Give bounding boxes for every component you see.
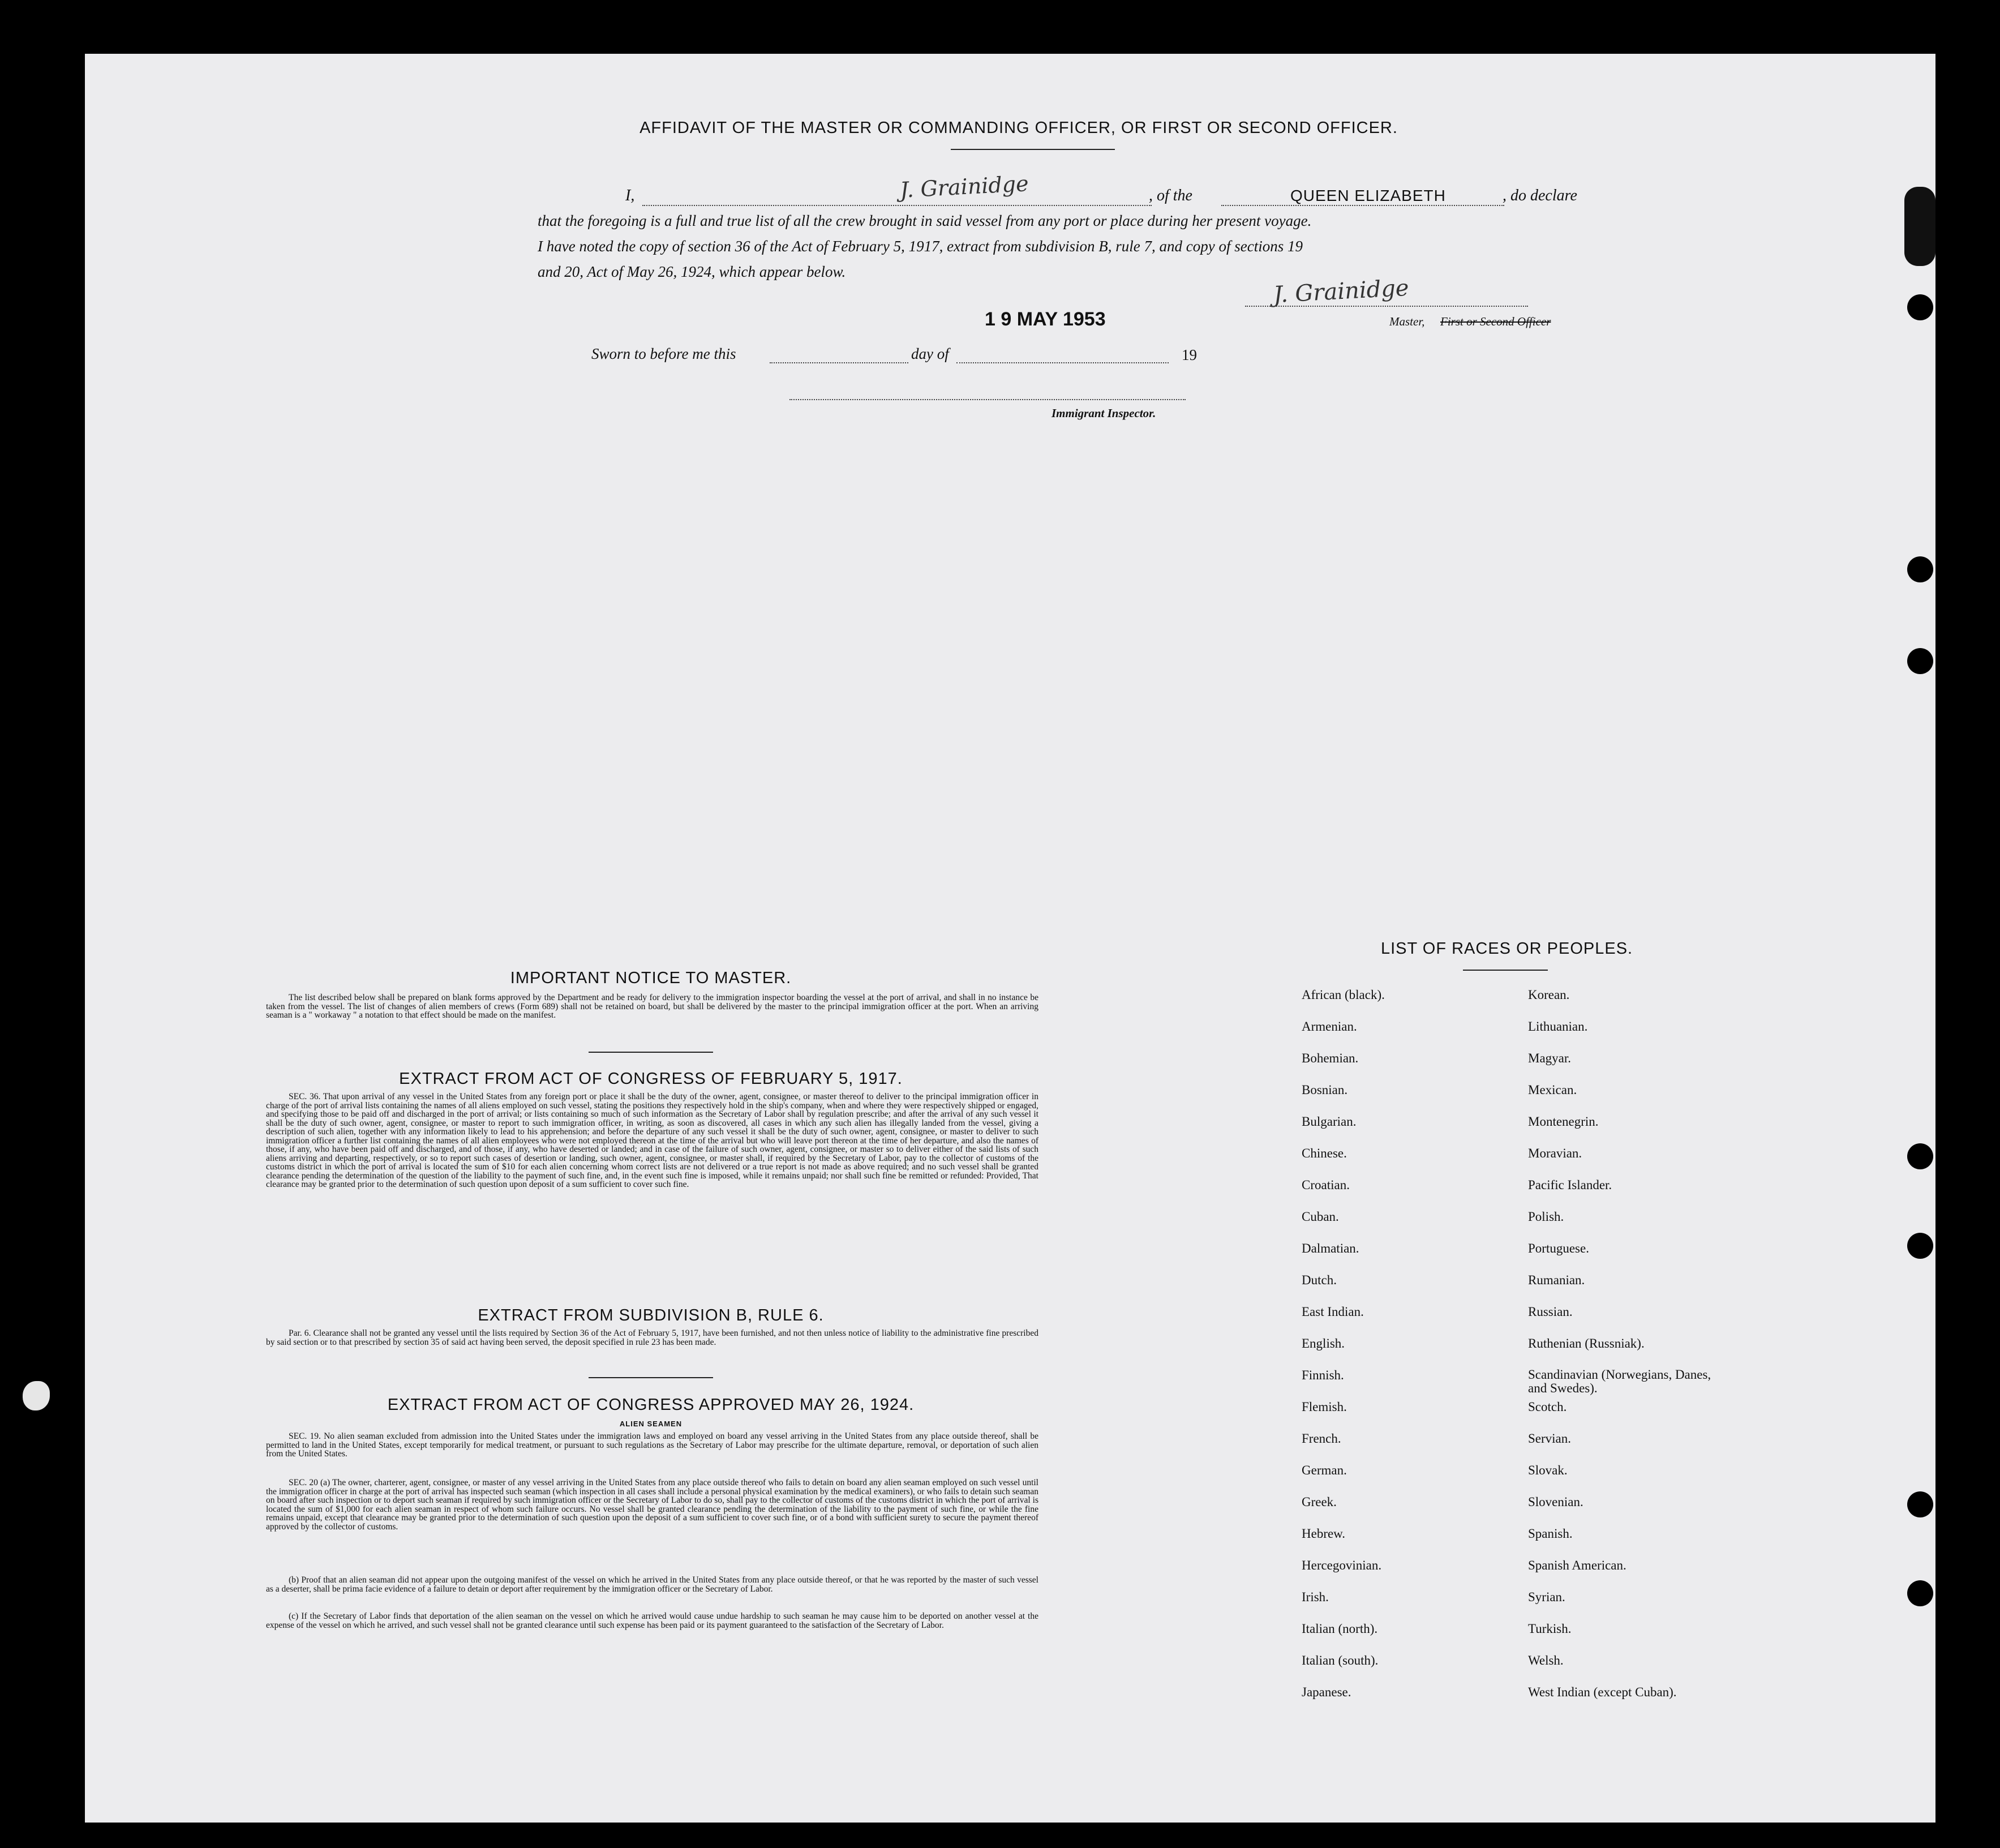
race-item: Ruthenian (Russniak).: [1528, 1336, 1645, 1350]
act-1924-sec-20c: (c) If the Secretary of Labor finds that deportation of the alien seaman on the vessel on which he arrived would cause undue hardship to such seaman he may cause him to be deported on another vessel at the expense of the vessel on which he arrived, and such vessel shall not be granted clearance until such expense has been paid or its payment guaranteed to the satisfaction of the Secretary of Labor.: [266, 1611, 1038, 1630]
race-item: Scandinavian (Norwegians, Danes, and Swedes).: [1528, 1367, 1711, 1395]
i-label: I,: [625, 187, 635, 204]
race-item: Dalmatian.: [1302, 1241, 1359, 1255]
race-item: Dutch.: [1302, 1273, 1337, 1287]
do-declare-label: , do declare: [1503, 187, 1577, 204]
punch-hole: [1907, 1233, 1933, 1259]
race-item: Servian.: [1528, 1431, 1572, 1446]
race-item: Bosnian.: [1302, 1083, 1348, 1097]
act-1924-sec-20b: (b) Proof that an alien seaman did not appear upon the outgoing manifest of the vessel on which he arrived in the United States from any place outside thereof, or that he was reported by the master of such vessel as a deserter, shall be prima facie evidence of a failure to detain or deport after requirement by the immigration officer or the Secretary of Labor.: [266, 1575, 1038, 1594]
race-item: Scotch.: [1528, 1400, 1567, 1414]
edge-tear-mark: [23, 1381, 50, 1410]
race-item: Slovenian.: [1528, 1495, 1583, 1509]
race-item: Slovak.: [1528, 1463, 1568, 1477]
race-item: Rumanian.: [1528, 1273, 1585, 1287]
race-item: Irish.: [1302, 1590, 1329, 1604]
race-item: Syrian.: [1528, 1590, 1565, 1604]
master-signature: J. Grainidge: [1272, 275, 1410, 308]
race-item: Welsh.: [1528, 1653, 1564, 1667]
race-item: Lithuanian.: [1528, 1019, 1588, 1034]
races-underline: [1463, 970, 1548, 971]
race-item: Greek.: [1302, 1495, 1337, 1509]
race-item: Chinese.: [1302, 1146, 1347, 1160]
inspector-line: [789, 399, 1186, 400]
act-1917-body: SEC. 36. That upon arrival of any vessel in the United States from any foreign port or place it shall be the duty of the owner, agent, consignee, or master thereof to deliver to the principal immigration officer in charge of the port of arrival lists containing the names of all aliens employed on such vessel, stating the positions they respectively hold in the ship's company, when and where they were respectively shipped or engaged, and specifying those to be paid off and discharged in the port of arrival; or lists containing so much of such information as the Secretary of Labor shall by regulation prescribe; and after the arrival of any such vessel it shall be the duty of such owner, agent, consignee, or master to report to such immigration officer, in writing, as soon as discovered, all cases in which any such alien has illegally landed from the vessel, giving a description of such alien, together with any information likely to lead to his apprehension; and before the departure of any such vessel it shall be the duty of such owner, agent, consignee, or master to deliver to such immigration officer a further list containing the names of all alien employees who were not employed thereon at the time of the arrival but who will leave port thereon at the time of her departure, and also the names of those, if any, who have been paid off and discharged, and of those, if any, who have deserted or landed; and in case of the failure of such owner, agent, consignee, or master so to deliver either of the said lists of such aliens arriving and departing, respectively, or so to report such cases of desertion or landing, such owner, agent, consignee, or master shall, if required by the Secretary of Labor, pay to the collector of customs of the customs district in which the port of arrival is located the sum of $10 for each alien concerning whom correct lists are not delivered or a true report is not made as above required; and no such vessel shall be granted clearance pending the determination of the question of the liability to the payment of such fine, and, in the event such fine is imposed, while it remains unpaid; nor shall such fine be remitted or refunded: Provided, That clearance may be granted prior to the determination of such question upon deposit of a sum sufficient to cover such fine.: [266, 1092, 1038, 1189]
act-1924-title: EXTRACT FROM ACT OF CONGRESS APPROVED MAY 26, 1924.: [387, 1396, 915, 1414]
race-item: French.: [1302, 1431, 1341, 1446]
race-item: West Indian (except Cuban).: [1528, 1685, 1677, 1699]
race-item: African (black).: [1302, 988, 1385, 1002]
race-item: Pacific Islander.: [1528, 1178, 1612, 1192]
races-title: LIST OF RACES OR PEOPLES.: [1381, 940, 1633, 958]
race-item: Montenegrin.: [1528, 1114, 1599, 1129]
race-item: Korean.: [1528, 988, 1570, 1002]
race-item: Magyar.: [1528, 1051, 1572, 1065]
vessel-line: [1221, 205, 1504, 206]
race-item: Spanish American.: [1528, 1558, 1626, 1572]
race-item: Turkish.: [1528, 1622, 1572, 1636]
rule-6-body: Par. 6. Clearance shall not be granted any vessel until the lists required by Section 36 of the Act of February 5, 1917, have been furnished, and not then unless notice of liability to the administrative fine prescribed by said section or to that prescribed by section 35 of said act having been served, the deposit specified in rule 23 has been made.: [266, 1328, 1038, 1347]
race-item: Russian.: [1528, 1305, 1573, 1319]
rule-6-title: EXTRACT FROM SUBDIVISION B, RULE 6.: [478, 1306, 824, 1324]
act-1924-sec-20a: SEC. 20 (a) The owner, charterer, agent, consignee, or master of any vessel arriving in the United States from any place outside thereof who fails to detain on board any alien seaman employed on such vessel until the immigration officer in charge at the port of arrival has inspected such seaman (which inspection in all cases shall include a personal physical examination by the medical examiners), or who fails to detain such seaman on board after such inspection or to deport such seaman if required by such immigration officer or the Secretary of Labor to do so, shall pay to the collector of customs of the customs district in which the port of arrival is located the sum of $1,000 for each alien seaman in respect of whom such failure occurs. No vessel shall be granted clearance pending the determination of the liability to the payment of such fine, or while the fine remains unpaid, except that clearance may be granted prior to the determination of such question upon the deposit of a sum sufficient to cover such fine, or of a bond with sufficient surety to secure the payment thereof approved by the collector of customs.: [266, 1478, 1038, 1532]
affidavit-title: AFFIDAVIT OF THE MASTER OR COMMANDING OFFICER, OR FIRST OR SECOND OFFICER.: [640, 119, 1398, 137]
notice-title: IMPORTANT NOTICE TO MASTER.: [510, 969, 792, 987]
signature-name: J. Grainidge: [899, 171, 1029, 203]
race-item: Cuban.: [1302, 1210, 1339, 1224]
struck-officer-label: First or Second Officer: [1440, 315, 1551, 328]
affidavit-line-4: and 20, Act of May 26, 1924, which appear below.: [538, 263, 846, 280]
race-item: Bulgarian.: [1302, 1114, 1357, 1129]
race-item: East Indian.: [1302, 1305, 1364, 1319]
race-item: Mexican.: [1528, 1083, 1577, 1097]
inspector-label: Immigrant Inspector.: [1051, 406, 1156, 420]
date-stamp: 1 9 MAY 1953: [985, 308, 1106, 330]
sworn-label: Sworn to before me this: [591, 345, 736, 362]
race-item: Spanish.: [1528, 1527, 1573, 1541]
race-item: Italian (north).: [1302, 1622, 1378, 1636]
race-item: Bohemian.: [1302, 1051, 1359, 1065]
master-label: Master,: [1389, 315, 1425, 328]
act-1924-sec-19: SEC. 19. No alien seaman excluded from admission into the United States under the immigration laws and employed on board any vessel arriving in the United States from any place outside thereof, shall be permitted to land in the United States, except temporarily for medical treatment, or pursuant to such regulations as the Secretary of Labor may prescribe for the ultimate departure, removal, or deportation of such alien from the United States.: [266, 1431, 1038, 1459]
divider: [589, 1377, 713, 1378]
act-1917-title: EXTRACT FROM ACT OF CONGRESS OF FEBRUARY 5, 1917.: [399, 1070, 903, 1088]
race-item: Finnish.: [1302, 1368, 1344, 1382]
alien-seamen-subtitle: ALIEN SEAMEN: [619, 1420, 683, 1428]
punch-hole: [1907, 1491, 1933, 1517]
race-item: German.: [1302, 1463, 1347, 1477]
year-prefix: 19: [1182, 346, 1197, 363]
binder-clip-icon: [1904, 187, 1935, 266]
punch-hole: [1907, 556, 1933, 582]
of-the-label: , of the: [1149, 187, 1192, 204]
divider: [589, 1052, 713, 1053]
punch-hole: [1907, 1580, 1933, 1606]
race-item: Moravian.: [1528, 1146, 1582, 1160]
race-item: Flemish.: [1302, 1400, 1347, 1414]
notice-body: The list described below shall be prepared on blank forms approved by the Department and be ready for delivery to the immigration inspector boarding the vessel at the port of arrival, and shall in no instance be taken from the vessel. The list of changes of alien members of crews (Form 689) shall not be retained on board, but shall be delivered by the master to the principal immigration officer at the port. When an arriving seaman is a " workaway " a notation to that effect should be made on the manifest.: [266, 993, 1038, 1020]
sworn-month-line: [956, 362, 1169, 363]
affidavit-line-2: that the foregoing is a full and true list of all the crew brought in said vessel from any port or place during her present voyage.: [538, 212, 1312, 229]
punch-hole: [1907, 294, 1933, 320]
signature-line: [1245, 306, 1528, 307]
name-line: [642, 205, 1152, 206]
race-item: Portuguese.: [1528, 1241, 1589, 1255]
race-item: Japanese.: [1302, 1685, 1351, 1699]
title-underline: [951, 149, 1115, 150]
race-item: Croatian.: [1302, 1178, 1350, 1192]
race-item: English.: [1302, 1336, 1345, 1350]
affidavit-line-3: I have noted the copy of section 36 of the Act of February 5, 1917, extract from subdivision B, rule 7, and copy of sections 19: [538, 238, 1303, 255]
punch-hole: [1907, 1143, 1933, 1169]
race-item: Hercegovinian.: [1302, 1558, 1382, 1572]
vessel-name: QUEEN ELIZABETH: [1290, 187, 1446, 204]
race-item: Hebrew.: [1302, 1527, 1346, 1541]
sworn-day-line: [770, 362, 908, 363]
race-item: Polish.: [1528, 1210, 1564, 1224]
race-item: Armenian.: [1302, 1019, 1357, 1034]
race-item: Italian (south).: [1302, 1653, 1379, 1667]
day-of-label: day of: [911, 345, 949, 362]
punch-hole: [1907, 648, 1933, 674]
